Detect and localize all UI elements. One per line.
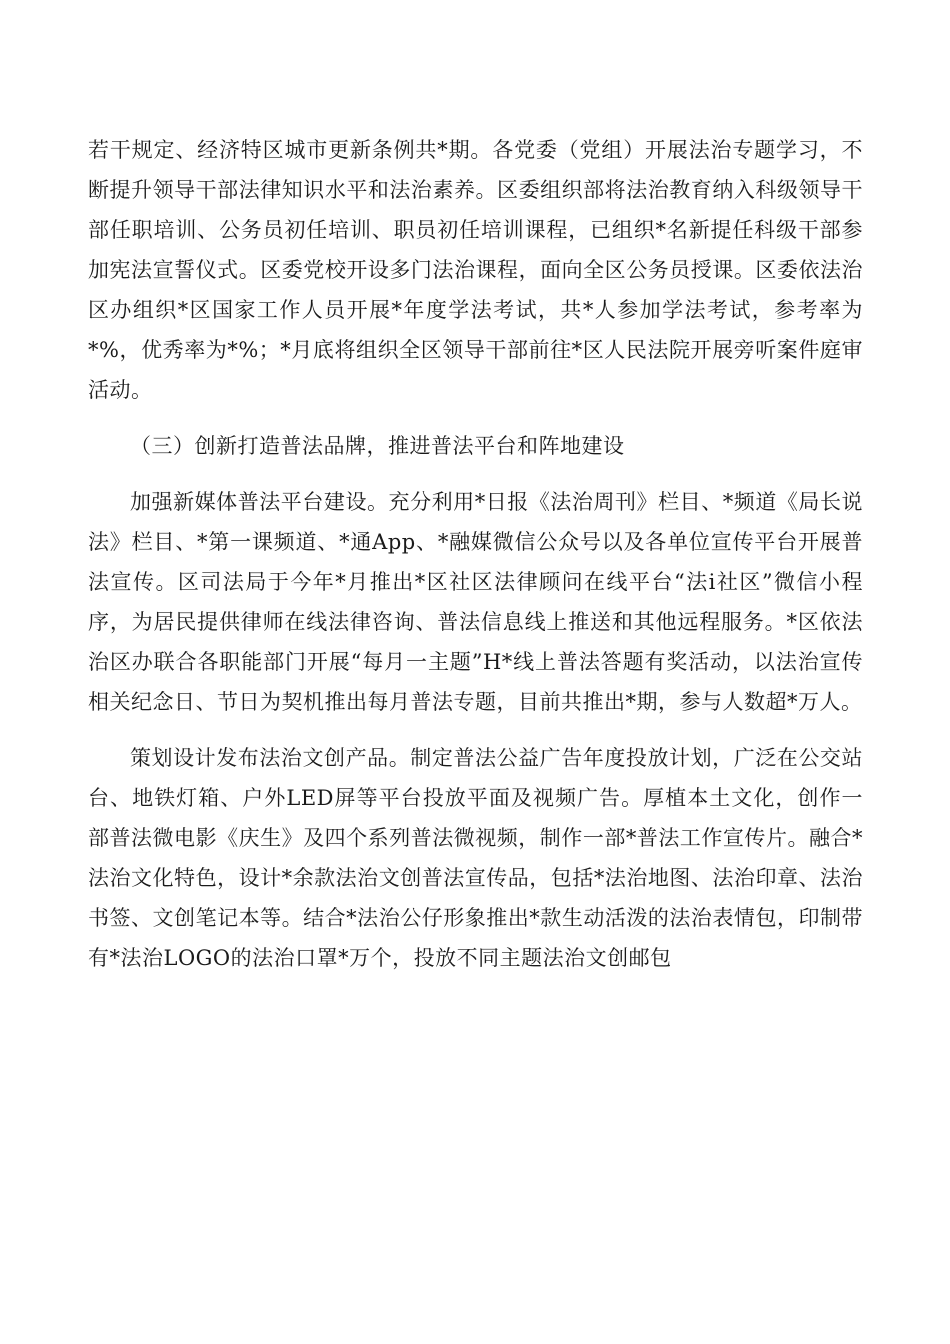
section-heading-3: （三）创新打造普法品牌，推进普法平台和阵地建设 bbox=[130, 434, 625, 458]
document-body bbox=[88, 130, 863, 994]
paragraph-new-media-platform: 加强新媒体普法平台建设。充分利用*日报《法治周刊》栏目、*频道《局长说法》栏目、*第一课频道、*通App、*融媒微信公众号以及各单位宣传平台开展普法宣传。区司法局于今年*月推出*区社区法律顾问在线平台“法i社区”微信小程序，为居民提供律师在线法律咨询、普法信息线上推送和其他远程服务。*区依法治区办联合各职能部门开展“每月一主题”H*线上普法答题有奖活动，以法治宣传相关纪念日、节日为契机推出每月普法专题，目前共推出*期，参与人数超*万人。 bbox=[88, 490, 863, 714]
paragraph-legal-study: 若干规定、经济特区城市更新条例共*期。各党委（党组）开展法治专题学习，不断提升领导干部法律知识水平和法治素养。区委组织部将法治教育纳入科级领导干部任职培训、公务员初任培训、职员初任培训课程，已组织*名新提任科级干部参加宪法宣誓仪式。区委党校开设多门法治课程，面向全区公务员授课。区委依法治区办组织*区国家工作人员开展*年度学法考试，共*人参加学法考试，参考率为*%，优秀率为*%；*月底将组织全区领导干部前往*区人民法院开展旁听案件庭审活动。 bbox=[88, 138, 863, 402]
paragraph-cultural-products: 策划设计发布法治文创产品。制定普法公益广告年度投放计划，广泛在公交站台、地铁灯箱、户外LED屏等平台投放平面及视频广告。厚植本土文化，创作一部普法微电影《庆生》及四个系列普法微视频，制作一部*普法工作宣传片。融合*法治文化特色，设计*余款法治文创普法宣传品，包括*法治地图、法治印章、法治书签、文创笔记本等。结合*法治公仔形象推出*款生动活泼的法治表情包，印制带有*法治LOGO的法治口罩*万个，投放不同主题法治文创邮包 bbox=[88, 746, 863, 970]
